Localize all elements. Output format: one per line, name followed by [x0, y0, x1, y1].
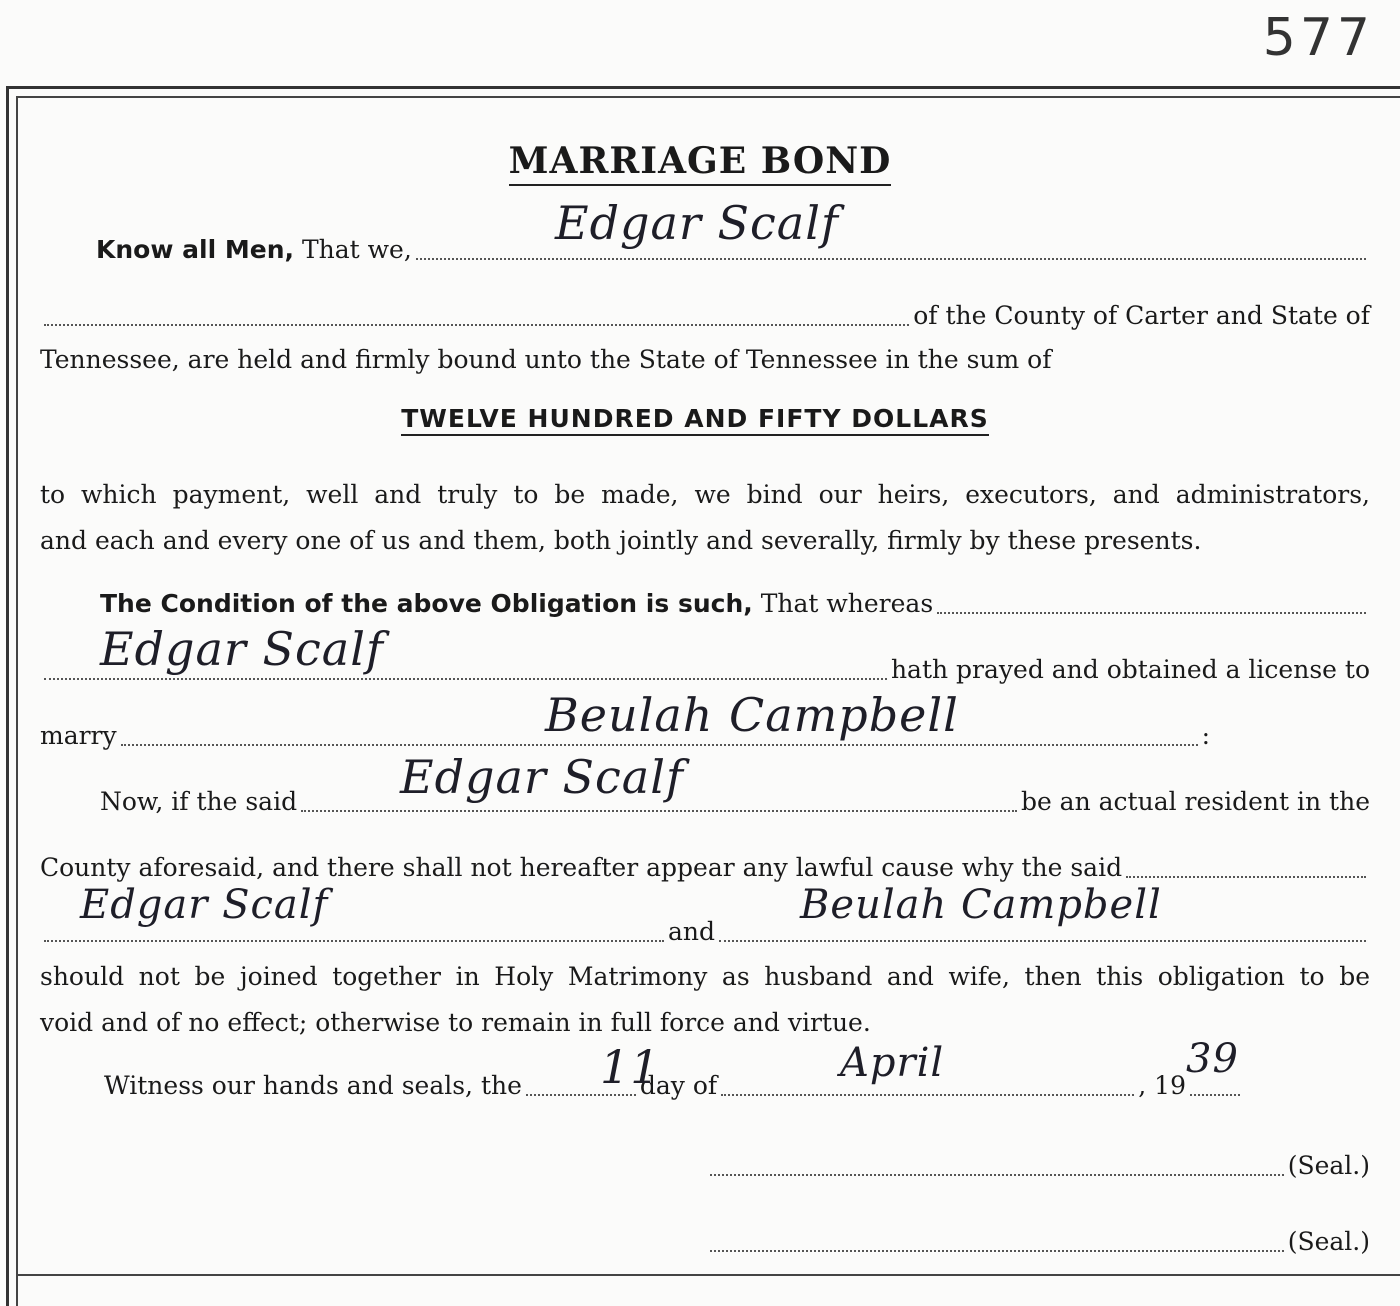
day-dotted-line	[526, 1094, 636, 1096]
signer-handwritten: Edgar Scalf	[555, 196, 839, 250]
page-number: 577	[1262, 8, 1374, 68]
month-handwritten: April	[840, 1040, 945, 1086]
obligation-line-1: should not be joined together in Holy Matrimony as husband and wife, then this obligation to be	[40, 962, 1370, 991]
county-aforesaid-line	[40, 852, 1370, 884]
year-prefix: , 19	[1138, 1071, 1186, 1100]
intro-lead: Know all Men,	[96, 235, 294, 264]
county-line	[40, 300, 1370, 332]
payment-line-1: to which payment, well and truly to be made, we bind our heirs, executors, and administrators,	[40, 480, 1370, 509]
year-handwritten: 39	[1186, 1036, 1239, 1082]
state-text: Tennessee, are held and firmly bound unto the State of Tennessee in the sum of	[40, 345, 1052, 374]
seal-line-1	[706, 1150, 1370, 1182]
county-text: of the County of Carter and State of	[913, 301, 1370, 330]
seal-2-label: (Seal.)	[1287, 1227, 1370, 1256]
obligation-paragraph	[40, 954, 1370, 1046]
bride2-dotted-line	[719, 940, 1366, 942]
condition-text: That whereas	[760, 589, 934, 618]
year-dotted-line	[1190, 1094, 1240, 1096]
day-handwritten: 11	[600, 1040, 661, 1094]
condition-line	[100, 588, 1370, 620]
marry-colon: :	[1201, 721, 1210, 750]
groom-dotted-line	[44, 678, 887, 680]
seal-1-dotted-line	[710, 1174, 1284, 1176]
intro-text: That we,	[301, 235, 412, 264]
groom-handwritten: Edgar Scalf	[100, 622, 384, 676]
marry-label: marry	[40, 721, 117, 750]
bride2-handwritten: Beulah Campbell	[800, 882, 1162, 928]
bond-amount: TWELVE HUNDRED AND FIFTY DOLLARS	[0, 404, 1390, 433]
seal-1-label: (Seal.)	[1287, 1151, 1370, 1180]
witness-line	[104, 1070, 1244, 1102]
month-dotted-line	[721, 1094, 1134, 1096]
residency-groom-handwritten: Edgar Scalf	[400, 750, 684, 804]
and-label: and	[668, 917, 716, 946]
groom2-dotted-line	[44, 940, 664, 942]
seal-line-2	[706, 1226, 1370, 1258]
residency-lead: Now, if the said	[100, 787, 298, 816]
county-aforesaid-dotted-line	[1126, 876, 1366, 878]
county-aforesaid-text: County aforesaid, and there shall not hereafter appear any lawful cause why the said	[40, 853, 1123, 882]
condition-lead: The Condition of the above Obligation is such,	[100, 589, 753, 618]
witness-lead: Witness our hands and seals, the	[104, 1071, 522, 1100]
day-label: day of	[639, 1071, 718, 1100]
license-text: hath prayed and obtained a license to	[890, 655, 1370, 684]
signer-dotted-line	[416, 258, 1366, 260]
bottom-rule	[16, 1274, 1400, 1276]
seal-2-dotted-line	[710, 1250, 1284, 1252]
groom2-handwritten: Edgar Scalf	[80, 882, 329, 928]
residency-text: be an actual resident in the	[1020, 787, 1370, 816]
document-title: MARRIAGE BOND	[0, 140, 1400, 182]
payment-line-2: and each and every one of us and them, both jointly and severally, firmly by these presents.	[40, 526, 1202, 555]
payment-paragraph	[40, 472, 1370, 564]
county-dotted-line	[44, 324, 909, 326]
state-line	[40, 344, 1370, 376]
condition-dotted-line	[937, 612, 1366, 614]
obligation-line-2: void and of no effect; otherwise to remain in full force and virtue.	[40, 1008, 871, 1037]
bride-dotted-line	[121, 744, 1198, 746]
bride-handwritten: Beulah Campbell	[545, 688, 959, 742]
residency-line	[100, 786, 1370, 818]
residency-dotted-line	[301, 810, 1017, 812]
